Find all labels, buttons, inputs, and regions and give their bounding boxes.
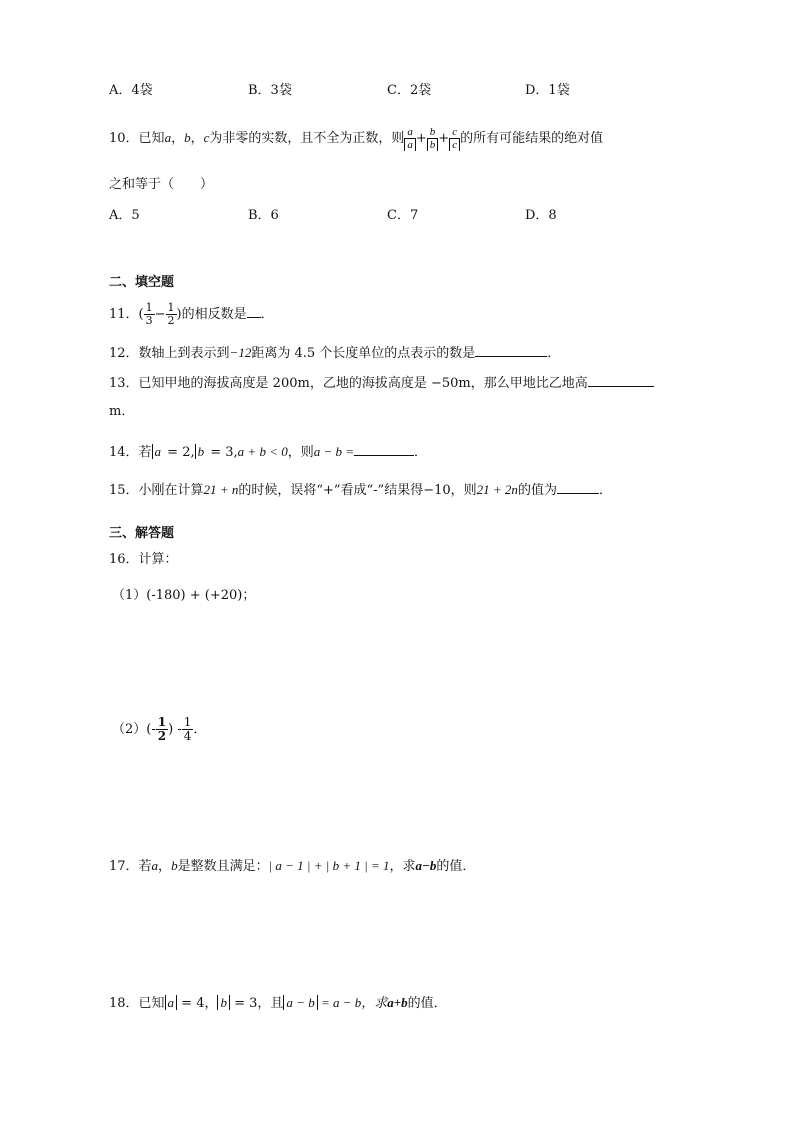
question-16-part-2: （2）(- $\frac{1}{2}$ ) - $\frac{1}{4}$ ．: [112, 714, 207, 743]
question-12: 12．数轴上到表示到−12距离为 4.5 个长度单位的点表示的数是 ．: [109, 345, 561, 361]
q9-option-a: A．4袋: [109, 83, 153, 98]
question-13-line2: m．: [109, 404, 135, 419]
q10-option-a: A．5: [109, 208, 140, 223]
q10-option-b: B．6: [248, 208, 279, 223]
question-11: 11．( $\frac{1}{3}$ − $\frac{1}{2}$ )的相反数是 ．: [109, 300, 274, 327]
q10-option-c: C．7: [387, 208, 419, 223]
answer-blank[interactable]: [475, 344, 547, 357]
q9-option-b: B．3袋: [248, 83, 292, 98]
question-10: 10．已知a，b，c为非零的实数，且不全为正数，则 $\frac{a}{a}$ + $\frac{b}{b}$ + $\frac{c}{c}$ 的所有可能结果的绝对值: [109, 125, 604, 151]
q9-option-c: C．2袋: [387, 83, 432, 98]
answer-blank[interactable]: [557, 481, 599, 494]
section-fill-in-title: 二、填空题: [109, 275, 175, 290]
fraction-a-over-abs-a: $\frac{a}{a}$: [404, 126, 416, 151]
question-16-title: 16．计算：: [109, 552, 178, 567]
section-answer-title: 三、解答题: [109, 526, 175, 541]
question-15: 15．小刚在计算21 + n的时候，误将“+”看成“-”结果得−10，则21 + 2n的值为 ．: [109, 482, 612, 498]
question-16-part-1: （1）(-180) + (+20)；: [112, 588, 256, 603]
fraction-c-over-abs-c: $\frac{c}{c}$: [449, 126, 460, 151]
fraction-b-over-abs-b: $\frac{b}{b}$: [427, 126, 439, 151]
question-13: 13．已知甲地的海拔高度是 200m，乙地的海拔高度是 −50m，那么甲地比乙地高: [109, 374, 654, 390]
question-18: 18．已知 a = 4， b = 3，且 a − b = a − b，求a+b的值．: [109, 995, 447, 1011]
answer-blank[interactable]: [354, 443, 414, 456]
question-10-line2: 之和等于（ ）: [109, 177, 214, 192]
q10-option-d: D．8: [525, 208, 557, 223]
question-14: 14．若 a = 2, b = 3,a + b < 0，则a − b = ．: [109, 444, 428, 460]
question-17: 17．若a，b是整数且满足：| a − 1 | + | b + 1 | = 1，求a−b的值．: [109, 858, 476, 874]
answer-blank[interactable]: [247, 305, 261, 318]
answer-blank[interactable]: [588, 374, 654, 387]
q9-option-d: D．1袋: [525, 83, 570, 98]
